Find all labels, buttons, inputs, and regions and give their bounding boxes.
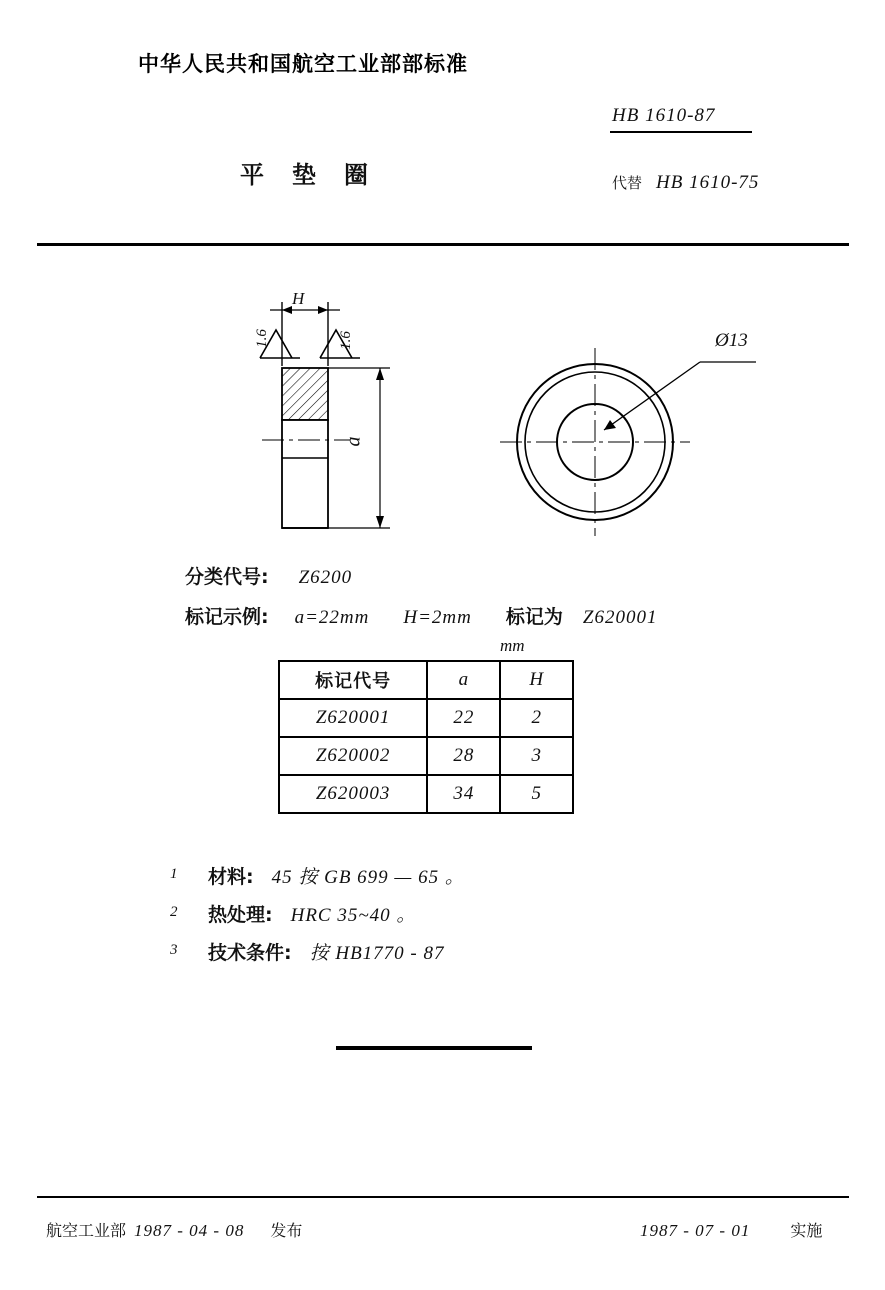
note-label: 材料: <box>208 866 254 888</box>
table-header-H: H <box>500 661 573 699</box>
page-title: 平垫圈 <box>240 161 396 189</box>
note-value: 按 HB1770 - 87 <box>309 943 445 964</box>
table-cell-a: 22 <box>427 699 500 737</box>
replaces-line <box>612 172 759 194</box>
example-mark-value: Z620001 <box>582 607 658 628</box>
note-number: 3 <box>170 942 178 958</box>
footer-effective-action: 实施 <box>790 1221 823 1240</box>
note-item <box>170 938 770 976</box>
classification-line <box>185 562 352 589</box>
dimension-label-H: H <box>292 289 305 308</box>
note-item <box>170 900 770 938</box>
example-dimension-H: H=2mm <box>403 607 472 628</box>
table-header-row <box>279 661 573 699</box>
note-number: 1 <box>170 866 178 882</box>
table-cell-a: 28 <box>427 737 500 775</box>
classification-value: Z6200 <box>298 567 353 588</box>
note-number: 2 <box>170 904 178 920</box>
footer-effective <box>640 1218 822 1241</box>
table-cell-H: 2 <box>500 699 573 737</box>
table-unit-label: mm <box>500 636 525 655</box>
notes-list <box>170 862 770 976</box>
replaces-code: HB 1610-75 <box>656 172 760 193</box>
note-value: 45 按 GB 699 — 65 。 <box>271 867 465 888</box>
roughness-label-right: 1.6 <box>337 331 354 350</box>
marking-example-line <box>185 602 657 629</box>
note-item <box>170 862 770 900</box>
table-row <box>279 737 573 775</box>
note-value: HRC 35~40 。 <box>290 905 417 926</box>
footer-issuer: 航空工业部 <box>46 1221 127 1240</box>
table-cell-a: 34 <box>427 775 500 813</box>
table-cell-mark: Z620001 <box>279 699 427 737</box>
section-divider <box>336 1046 532 1050</box>
table-cell-H: 5 <box>500 775 573 813</box>
table-row <box>279 775 573 813</box>
diameter-label: Ø13 <box>715 330 748 351</box>
standard-code: HB 1610-87 <box>612 105 716 126</box>
footer-effective-date: 1987 - 07 - 01 <box>640 1221 751 1240</box>
example-dimension-a: a=22mm <box>294 607 370 628</box>
example-mark-label: 标记为 <box>505 606 563 628</box>
note-label: 热处理: <box>208 904 273 926</box>
specification-table <box>278 660 574 814</box>
classification-label: 分类代号: <box>185 566 269 588</box>
replaces-label: 代替 <box>612 174 643 192</box>
footer-issue <box>46 1218 302 1241</box>
roughness-label-left: 1.6 <box>253 329 270 348</box>
organization-title: 中华人民共和国航空工业部部标准 <box>138 52 468 76</box>
marking-example-label: 标记示例: <box>185 606 269 628</box>
footer-issue-date: 1987 - 04 - 08 <box>134 1221 245 1240</box>
table-cell-H: 3 <box>500 737 573 775</box>
table-header-mark: 标记代号 <box>279 661 427 699</box>
header-divider <box>37 243 849 246</box>
dimension-label-a: a <box>342 436 365 447</box>
footer-issue-action: 发布 <box>270 1221 303 1240</box>
note-label: 技术条件: <box>208 942 292 964</box>
technical-drawing <box>200 280 760 560</box>
footer-divider <box>37 1196 849 1198</box>
standard-code-underline <box>610 131 752 133</box>
table-header-a: a <box>427 661 500 699</box>
table-row <box>279 699 573 737</box>
table-cell-mark: Z620003 <box>279 775 427 813</box>
table-cell-mark: Z620002 <box>279 737 427 775</box>
